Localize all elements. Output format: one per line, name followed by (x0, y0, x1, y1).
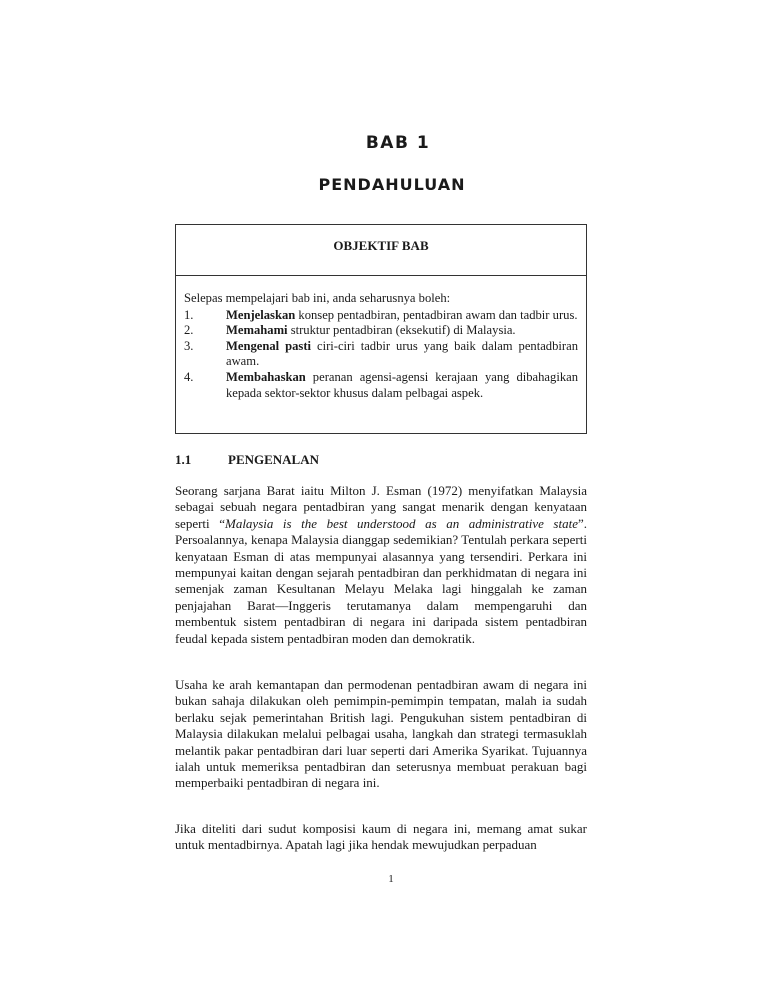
objective-number: 3. (184, 338, 194, 353)
quoted-text: Malaysia is the best understood as an administrative state (224, 515, 578, 531)
body-paragraph: Usaha ke arah kemantapan dan permodenan pentadbiran awam di negara ini bukan sahaja dilakukan oleh pemimpin-pemimpin tempatan, malah ia sudah berlaku sejak pemerintahan British lagi. Pengukuhan sistem pentadbiran di Malaysia dilakukan melalui pelbagai usaha, langkah dan strategi termasuklah melantik pakar pentadbiran dari luar seperti dari Amerika Syarikat. Tujuannya ialah untuk memeriksa pentadbiran dan seterusnya membuat perakuan bagi memperbaiki pentadbiran di negara ini. (175, 677, 587, 791)
chapter-title: PENDAHULUAN (318, 175, 466, 194)
objective-text (226, 339, 578, 370)
objective-verb: Membahaskan (226, 369, 306, 384)
objective-item (184, 308, 578, 324)
objectives-intro: Selepas mempelajari bab ini, anda seharusnya boleh: (184, 291, 451, 305)
objectives-heading: OBJEKTIF BAB (176, 225, 586, 276)
section-heading (175, 452, 319, 468)
objective-verb: Menjelaskan (226, 307, 296, 322)
objective-description: ciri-ciri tadbir urus yang baik dalam pentadbiran awam. (226, 338, 578, 369)
objective-description: peranan agensi-agensi kerajaan yang dibahagikan kepada sektor-sektor khusus dalam pelbagai aspek. (226, 369, 578, 400)
section-title: PENGENALAN (228, 452, 320, 467)
objective-number: 1. (184, 307, 194, 322)
objective-text (226, 308, 578, 324)
chapter-number: BAB 1 (365, 133, 431, 153)
page-number: 1 (388, 873, 394, 885)
objective-text (226, 370, 578, 401)
objective-text (226, 323, 578, 339)
objective-description: konsep pentadbiran, pentadbiran awam dan tadbir urus. (295, 307, 578, 322)
objectives-list (184, 308, 578, 402)
objective-number: 2. (184, 323, 194, 338)
objectives-box (175, 224, 587, 434)
body-paragraph: Jika diteliti dari sudut komposisi kaum di negara ini, memang amat sukar untuk mentadbirnya. Apatah lagi jika hendak mewujudkan perpaduan (175, 821, 587, 853)
section-number: 1.1 (175, 452, 192, 467)
objective-item (184, 339, 578, 370)
objectives-body (176, 276, 586, 401)
objective-description: struktur pentadbiran (eksekutif) di Malaysia. (287, 323, 516, 338)
objective-item (184, 370, 578, 401)
objective-number: 4. (184, 369, 194, 384)
body-paragraph (175, 483, 587, 647)
objective-item (184, 323, 578, 339)
objective-verb: Memahami (226, 323, 288, 338)
objective-verb: Mengenal pasti (226, 338, 312, 353)
paragraph-text: Seorang sarjana Barat iaitu Milton J. Esman (1972) menyifatkan Malaysia sebagai sebuah negara pentadbiran yang sangat menarik dengan kenyataan seperti “ (175, 483, 587, 531)
paragraph-text: ”. Persoalannya, kenapa Malaysia dianggap sedemikian? Tentulah perkara seperti kenyataan Esman di atas mempunyai alasannya yang tersendiri. Perkara ini mempunyai kaitan dengan sejarah pentadbiran dan perkhidmatan di negara ini semenjak zaman Kesultanan Melayu Melaka lagi hinggalah ke zaman penjajahan Barat—Inggeris terutamanya dalam mempengaruhi dan membentuk sistem pentadbiran di negara ini daripada sistem pentadbiran feudal kepada sistem pentadbiran moden dan demokratik. (175, 515, 588, 646)
